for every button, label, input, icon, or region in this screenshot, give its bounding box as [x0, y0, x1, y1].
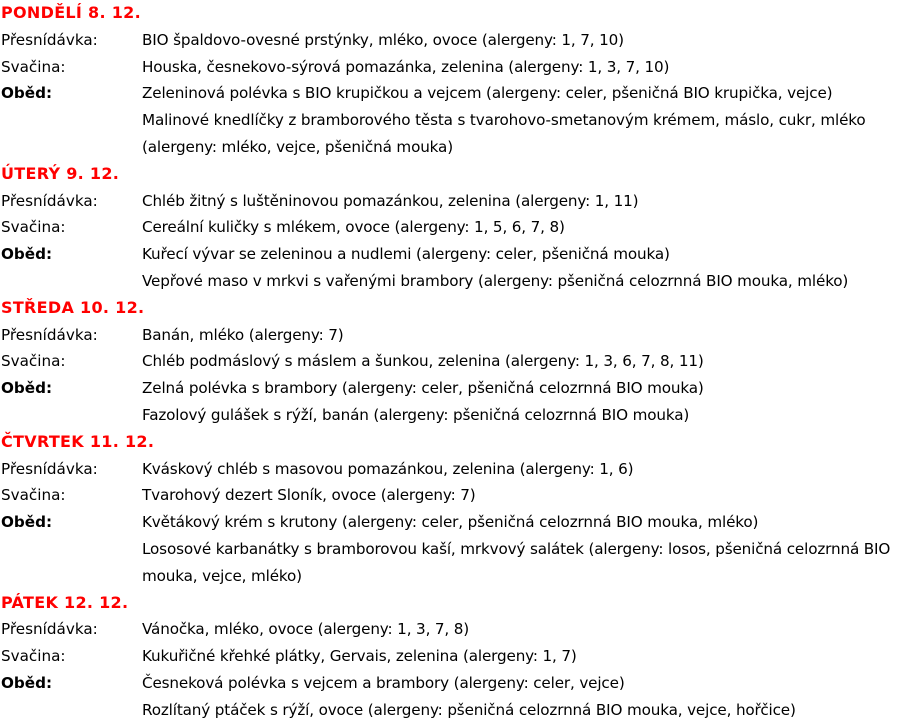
- row-label: Svačina:: [1, 486, 66, 505]
- menu-row: [0, 616, 920, 643]
- menu-row: [0, 268, 920, 295]
- row-label: [0, 268, 142, 295]
- row-text: Zelná polévka s brambory (alergeny: celer, pšeničná celozrnná BIO mouka): [142, 379, 704, 398]
- row-text: Rozlítaný ptáček s rýží, ovoce (alergeny: pšeničná celozrnná BIO mouka, vejce, hořčice): [142, 700, 796, 719]
- menu-row: [0, 322, 920, 349]
- row-label: Přesnídávka:: [1, 325, 98, 344]
- menu-row: [0, 482, 920, 509]
- row-text: Chléb podmáslový s máslem a šunkou, zelenina (alergeny: 1, 3, 6, 7, 8, 11): [142, 352, 704, 371]
- menu-row: [0, 509, 920, 536]
- row-text: Kuřecí vývar se zeleninou a nudlemi (alergeny: celer, pšeničná mouka): [142, 245, 670, 264]
- menu-row: [0, 402, 920, 429]
- menu-row: [0, 697, 920, 724]
- menu-row: [0, 456, 920, 483]
- row-label: [0, 536, 142, 590]
- row-label: Svačina:: [1, 647, 66, 666]
- row-text: Tvarohový dezert Sloník, ovoce (alergeny: 7): [142, 486, 476, 505]
- row-label: Oběd:: [1, 245, 53, 264]
- menu-row: [0, 214, 920, 241]
- row-text: Houska, česnekovo-sýrová pomazánka, zelenina (alergeny: 1, 3, 7, 10): [142, 57, 670, 76]
- day-heading-thursday: ČTVRTEK 11. 12.: [1, 431, 155, 451]
- row-label: [0, 107, 142, 161]
- row-text: Zeleninová polévka s BIO krupičkou a vejcem (alergeny: celer, pšeničná BIO krupička, vejce): [142, 84, 833, 103]
- row-text: Květákový krém s krutony (alergeny: celer, pšeničná celozrnná BIO mouka, mléko): [142, 513, 759, 532]
- row-text: Česneková polévka s vejcem a brambory (alergeny: celer, vejce): [142, 673, 625, 692]
- row-label: Přesnídávka:: [1, 30, 98, 49]
- row-text: Lososové karbanátky s bramborovou kaší, mrkvový salátek (alergeny: losos, pšeničná celozrnná BIO mouka, vejce, mléko): [142, 539, 891, 585]
- day-heading-friday: PÁTEK 12. 12.: [1, 592, 129, 612]
- menu-row: [0, 643, 920, 670]
- row-text: Fazolový gulášek s rýží, banán (alergeny: pšeničná celozrnná BIO mouka): [142, 405, 690, 424]
- row-label: Oběd:: [1, 513, 53, 532]
- row-text: Vepřové maso v mrkvi s vařenými brambory (alergeny: pšeničná celozrnná BIO mouka, mléko): [142, 271, 849, 290]
- menu-row: [0, 54, 920, 81]
- menu-row: [0, 107, 920, 161]
- row-label: [0, 697, 142, 724]
- menu-row: [0, 27, 920, 54]
- row-label: Svačina:: [1, 218, 66, 237]
- day-heading-tuesday: ÚTERÝ 9. 12.: [1, 163, 120, 183]
- row-text: Malinové knedlíčky z bramborového těsta s tvarohovo-smetanovým krémem, máslo, cukr, mléko (alergeny: mléko, vejce, pšeničná mouka): [142, 111, 866, 156]
- row-text: Banán, mléko (alergeny: 7): [142, 325, 344, 344]
- row-text: Chléb žitný s luštěninovou pomazánkou, zelenina (alergeny: 1, 11): [142, 191, 639, 210]
- menu-row: [0, 670, 920, 697]
- menu-row: [0, 80, 920, 107]
- row-text: Kváskový chléb s masovou pomazánkou, zelenina (alergeny: 1, 6): [142, 459, 634, 478]
- menu-row: [0, 348, 920, 375]
- row-label: Přesnídávka:: [1, 191, 98, 210]
- row-label: Přesnídávka:: [1, 620, 98, 639]
- row-label: Oběd:: [1, 673, 53, 692]
- row-label: Svačina:: [1, 352, 66, 371]
- menu-row: [0, 375, 920, 402]
- menu-row: [0, 241, 920, 268]
- row-label: Svačina:: [1, 57, 66, 76]
- row-text: Vánočka, mléko, ovoce (alergeny: 1, 3, 7, 8): [142, 620, 470, 639]
- day-heading-monday: PONDĚLÍ 8. 12.: [1, 3, 141, 22]
- row-text: Kukuřičné křehké plátky, Gervais, zelenina (alergeny: 1, 7): [142, 647, 577, 666]
- row-text: Cereální kuličky s mlékem, ovoce (alergeny: 1, 5, 6, 7, 8): [142, 218, 565, 237]
- menu-row: [0, 188, 920, 215]
- row-text: BIO špaldovo-ovesné prstýnky, mléko, ovoce (alergeny: 1, 7, 10): [142, 30, 624, 49]
- row-label: Oběd:: [1, 379, 53, 398]
- day-heading-wednesday: STŘEDA 10. 12.: [1, 297, 145, 317]
- row-label: Přesnídávka:: [1, 459, 98, 478]
- row-label: [0, 402, 142, 429]
- row-label: Oběd:: [1, 84, 53, 103]
- menu-row: [0, 536, 920, 590]
